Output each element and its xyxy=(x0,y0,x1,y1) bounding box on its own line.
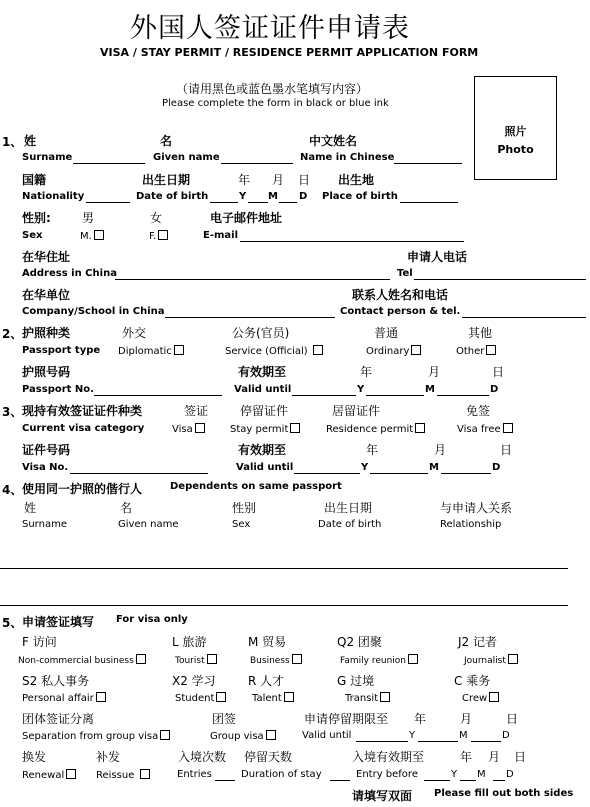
form-title-english: VISA / STAY PERMIT / RESIDENCE PERMIT APPLICATION FORM xyxy=(100,46,479,59)
dob-d: D xyxy=(299,191,308,202)
visa-only-title-cn: 申请签证填写 xyxy=(22,615,95,629)
dep-relation-cn: 与申请人关系 xyxy=(440,501,513,515)
residence-permit-box[interactable] xyxy=(415,423,425,433)
dependents-title-cn: 使用同一护照的偕行人 xyxy=(22,482,143,496)
diplomatic-box[interactable] xyxy=(174,345,184,355)
dob-month-field[interactable] xyxy=(248,202,268,203)
visa-d: D xyxy=(492,462,501,473)
visa-no-label: Visa No. xyxy=(22,462,69,473)
type-x2-checkbox[interactable] xyxy=(175,692,226,704)
type-q2-checkbox[interactable] xyxy=(340,654,418,666)
contact-label: Contact person & tel. xyxy=(340,306,461,317)
female-box[interactable] xyxy=(158,230,168,240)
residence-permit-cn: 居留证件 xyxy=(332,404,381,418)
entry-day-field[interactable] xyxy=(493,780,505,781)
passport-y: Y xyxy=(357,384,365,395)
given-name-label: Given name xyxy=(153,152,220,163)
entry-year-cn: 年 xyxy=(460,750,473,764)
address-field[interactable] xyxy=(115,279,390,280)
type-j2-label: Journalist xyxy=(464,656,506,666)
passport-d: D xyxy=(490,384,499,395)
form-title-chinese: 外国人签证证件申请表 xyxy=(130,13,410,44)
stay-month-field[interactable] xyxy=(418,741,458,742)
phone-cn: 申请人电话 xyxy=(407,250,468,264)
stay-d: D xyxy=(502,730,510,741)
type-c-cn: C 乘务 xyxy=(454,674,491,688)
passport-valid-day-field[interactable] xyxy=(437,395,489,396)
type-c-box[interactable] xyxy=(489,692,499,702)
contact-cn: 联系人姓名和电话 xyxy=(352,288,449,302)
type-x2-box[interactable] xyxy=(216,692,226,702)
diplomatic-label: Diplomatic xyxy=(118,346,172,357)
sex-cn: 性别: xyxy=(22,211,51,225)
type-x2-label: Student xyxy=(175,693,215,704)
type-s2-cn: S2 私人事务 xyxy=(22,674,90,688)
stay-year-cn: 年 xyxy=(414,712,427,726)
type-f-checkbox[interactable] xyxy=(18,654,146,666)
ordinary-label: Ordinary xyxy=(366,346,410,357)
group-separation-cn: 团体签证分离 xyxy=(22,712,95,726)
visa-valid-year-field[interactable] xyxy=(294,473,360,474)
visa-free-cn: 免签 xyxy=(466,404,491,418)
visa-box[interactable] xyxy=(195,423,205,433)
diplomatic-checkbox[interactable] xyxy=(118,345,184,357)
type-m-label: Business xyxy=(250,656,290,666)
visa-day-cn: 日 xyxy=(500,443,513,457)
passport-year-cn: 年 xyxy=(360,365,373,379)
chinese-name-field[interactable] xyxy=(394,163,462,164)
dob-year-cn: 年 xyxy=(238,173,251,187)
visa-category-cn: 现持有效签证证件种类 xyxy=(22,404,143,418)
dob-year-field[interactable] xyxy=(210,202,238,203)
passport-type-label: Passport type xyxy=(22,345,101,356)
visa-free-box[interactable] xyxy=(503,423,513,433)
photo-box[interactable] xyxy=(474,76,557,180)
visa-category-label: Current visa category xyxy=(22,423,145,434)
official-checkbox[interactable] xyxy=(225,345,323,357)
entries-label: Entries xyxy=(177,769,212,780)
male-cn: 男 xyxy=(82,211,95,225)
chinese-name-label: Name in Chinese xyxy=(300,152,395,163)
dep-dob-label: Date of birth xyxy=(318,519,382,530)
dep-dob-cn: 出生日期 xyxy=(324,501,373,515)
type-g-label: Transit xyxy=(345,693,379,704)
dependent-row-line-1[interactable] xyxy=(0,568,568,569)
dob-cn: 出生日期 xyxy=(142,173,191,187)
entry-d: D xyxy=(506,769,514,780)
dep-given-cn: 名 xyxy=(120,501,133,515)
surname-cn: 姓 xyxy=(24,134,37,148)
visa-label: Visa xyxy=(172,424,193,435)
nationality-label: Nationality xyxy=(22,191,85,202)
stay-day-cn: 日 xyxy=(506,712,519,726)
other-checkbox[interactable] xyxy=(456,345,496,357)
passport-month-cn: 月 xyxy=(428,365,441,379)
type-l-checkbox[interactable] xyxy=(175,654,217,666)
dependents-title-en: Dependents on same passport xyxy=(170,481,342,492)
passport-day-cn: 日 xyxy=(492,365,505,379)
dep-given-label: Given name xyxy=(118,519,179,530)
stay-valid-label: Valid until xyxy=(302,730,352,741)
address-label: Address in China xyxy=(22,268,117,279)
visa-valid-cn: 有效期至 xyxy=(238,443,287,457)
visa-free-checkbox[interactable] xyxy=(457,423,513,435)
type-m-box[interactable] xyxy=(292,654,302,664)
passport-valid-year-field[interactable] xyxy=(292,395,356,396)
visa-valid-month-field[interactable] xyxy=(370,473,428,474)
female-label: F. xyxy=(149,231,157,242)
dep-sex-cn: 性别 xyxy=(232,501,257,515)
dob-y: Y xyxy=(239,191,247,202)
stay-permit-label: Stay permit xyxy=(230,424,289,435)
visa-cn: 签证 xyxy=(184,404,209,418)
duration-cn: 停留天数 xyxy=(244,750,293,764)
tel-label: Tel xyxy=(397,268,413,279)
passport-no-cn: 护照号码 xyxy=(22,365,71,379)
type-j2-box[interactable] xyxy=(508,654,518,664)
sex-female-checkbox[interactable] xyxy=(149,230,168,242)
visa-no-cn: 证件号码 xyxy=(22,443,71,457)
visa-checkbox[interactable] xyxy=(172,423,205,435)
reissue-cn: 补发 xyxy=(96,750,121,764)
ink-note-english: Please complete the form in black or blue ink xyxy=(162,98,389,109)
stay-m: M xyxy=(459,730,468,741)
contact-field[interactable] xyxy=(462,317,586,318)
residence-permit-label: Residence permit xyxy=(326,424,414,435)
dob-day-field[interactable] xyxy=(279,202,297,203)
dob-m: M xyxy=(268,191,278,202)
type-f-box[interactable] xyxy=(136,654,146,664)
diplomatic-cn: 外交 xyxy=(122,326,147,340)
official-cn: 公务(官员) xyxy=(232,326,290,340)
other-box[interactable] xyxy=(486,345,496,355)
stay-month-cn: 月 xyxy=(460,712,473,726)
duration-label: Duration of stay xyxy=(241,769,322,780)
entry-day-cn: 日 xyxy=(514,750,527,764)
ink-note-chinese: （请用黑色或蓝色墨水笔填写内容） xyxy=(176,82,369,96)
type-c-label: Crew xyxy=(462,693,488,704)
type-r-label: Talent xyxy=(252,693,282,704)
type-s2-box[interactable] xyxy=(96,692,106,702)
visa-no-field[interactable] xyxy=(70,473,208,474)
type-r-box[interactable] xyxy=(284,692,294,702)
renewal-cn: 换发 xyxy=(22,750,47,764)
group-separation-label: Separation from group visa xyxy=(22,731,159,742)
visa-only-title-en: For visa only xyxy=(116,614,188,625)
type-l-box[interactable] xyxy=(207,654,217,664)
section-1-number: 1、 xyxy=(2,135,23,149)
dob-month-cn: 月 xyxy=(272,173,285,187)
type-g-box[interactable] xyxy=(380,692,390,702)
male-box[interactable] xyxy=(94,230,104,240)
type-l-cn: L 旅游 xyxy=(172,635,207,649)
official-box[interactable] xyxy=(313,345,323,355)
type-c-checkbox[interactable] xyxy=(462,692,499,704)
entry-before-cn: 入境有效期至 xyxy=(352,750,425,764)
visa-m: M xyxy=(429,462,439,473)
other-label: Other xyxy=(456,346,485,357)
entry-before-label: Entry before xyxy=(356,769,418,780)
type-x2-cn: X2 学习 xyxy=(172,674,216,688)
sex-male-checkbox[interactable] xyxy=(80,230,104,242)
photo-label-chinese: 照片 xyxy=(504,125,527,138)
male-label: M. xyxy=(80,231,92,242)
pob-cn: 出生地 xyxy=(338,173,375,187)
footer-note-en: Please fill out both sides xyxy=(434,788,574,799)
company-field[interactable] xyxy=(165,317,335,318)
nationality-cn: 国籍 xyxy=(22,173,47,187)
type-r-cn: R 人才 xyxy=(248,674,285,688)
address-cn: 在华住址 xyxy=(22,250,71,264)
entries-field[interactable] xyxy=(215,780,235,781)
sex-label: Sex xyxy=(22,230,43,241)
company-cn: 在华单位 xyxy=(22,288,71,302)
stay-until-cn: 申请停留期限至 xyxy=(304,712,389,726)
section-3-number: 3、 xyxy=(2,405,23,419)
residence-permit-checkbox[interactable] xyxy=(326,423,425,435)
other-cn: 其他 xyxy=(468,326,493,340)
group-separation-box[interactable] xyxy=(160,730,170,740)
entry-month-cn: 月 xyxy=(488,750,501,764)
type-q2-box[interactable] xyxy=(408,654,418,664)
group-visa-box[interactable] xyxy=(266,730,276,740)
photo-label-english: Photo xyxy=(497,143,534,156)
passport-no-field[interactable] xyxy=(94,395,222,396)
dependent-row-line-2[interactable] xyxy=(0,605,568,606)
entry-month-field[interactable] xyxy=(460,780,476,781)
email-field[interactable] xyxy=(240,241,464,242)
entry-year-field[interactable] xyxy=(424,780,450,781)
type-s2-checkbox[interactable] xyxy=(22,692,106,704)
passport-type-cn: 护照种类 xyxy=(22,326,71,340)
visa-free-label: Visa free xyxy=(457,424,501,435)
pob-label: Place of birth xyxy=(322,191,398,202)
surname-label: Surname xyxy=(22,152,73,163)
female-cn: 女 xyxy=(150,211,163,225)
duration-field[interactable] xyxy=(330,780,350,781)
dob-label: Date of birth xyxy=(136,191,209,202)
visa-month-cn: 月 xyxy=(434,443,447,457)
passport-valid-label: Valid until xyxy=(234,384,292,395)
entry-y: Y xyxy=(451,769,458,780)
visa-valid-day-field[interactable] xyxy=(441,473,491,474)
type-l-label: Tourist xyxy=(175,656,205,666)
type-m-cn: M 贸易 xyxy=(248,635,287,649)
official-label: Service (Official) xyxy=(225,346,308,357)
visa-y: Y xyxy=(361,462,369,473)
renewal-checkbox[interactable] xyxy=(22,769,76,781)
company-label: Company/School in China xyxy=(22,306,165,317)
dep-surname-label: Surname xyxy=(22,519,67,530)
dob-day-cn: 日 xyxy=(298,173,311,187)
stay-day-field[interactable] xyxy=(471,741,501,742)
dep-relation-label: Relationship xyxy=(440,519,502,530)
type-s2-label: Personal affair xyxy=(22,693,94,704)
type-q2-cn: Q2 团聚 xyxy=(337,635,382,649)
renewal-box[interactable] xyxy=(66,769,76,779)
section-5-number: 5、 xyxy=(2,616,23,630)
stay-year-field[interactable] xyxy=(356,741,408,742)
ordinary-box[interactable] xyxy=(411,345,421,355)
stay-permit-checkbox[interactable] xyxy=(230,423,300,435)
type-q2-label: Family reunion xyxy=(340,656,406,666)
nationality-field[interactable] xyxy=(86,202,130,203)
passport-valid-cn: 有效期至 xyxy=(238,365,287,379)
group-visa-checkbox[interactable] xyxy=(210,730,276,742)
pob-field[interactable] xyxy=(400,202,458,203)
dep-sex-label: Sex xyxy=(232,519,251,530)
given-name-field[interactable] xyxy=(221,163,293,164)
group-visa-cn: 团签 xyxy=(212,712,237,726)
renewal-label: Renewal xyxy=(22,770,65,781)
stay-permit-box[interactable] xyxy=(290,423,300,433)
group-visa-label: Group visa xyxy=(210,731,264,742)
email-cn: 电子邮件地址 xyxy=(210,211,283,225)
passport-valid-month-field[interactable] xyxy=(366,395,424,396)
ordinary-cn: 普通 xyxy=(374,326,399,340)
section-2-number: 2、 xyxy=(2,327,23,341)
reissue-box[interactable] xyxy=(140,769,150,779)
type-j2-checkbox[interactable] xyxy=(464,654,518,666)
reissue-checkbox[interactable] xyxy=(96,769,150,781)
footer-note-cn: 请填写双面 xyxy=(352,789,413,803)
dep-surname-cn: 姓 xyxy=(24,501,37,515)
ordinary-checkbox[interactable] xyxy=(366,345,421,357)
section-4-number: 4、 xyxy=(2,483,23,497)
visa-valid-label: Valid until xyxy=(236,462,294,473)
visa-year-cn: 年 xyxy=(366,443,379,457)
type-j2-cn: J2 记者 xyxy=(458,635,497,649)
given-name-cn: 名 xyxy=(160,134,173,148)
stay-y: Y xyxy=(409,730,416,741)
type-f-label: Non-commercial business xyxy=(18,656,134,666)
type-f-cn: F 访问 xyxy=(22,635,57,649)
entries-cn: 入境次数 xyxy=(178,750,227,764)
group-separation-checkbox[interactable] xyxy=(22,730,170,742)
type-g-cn: G 过境 xyxy=(337,674,375,688)
stay-permit-cn: 停留证件 xyxy=(240,404,289,418)
tel-field[interactable] xyxy=(414,279,586,280)
chinese-name-cn: 中文姓名 xyxy=(309,134,358,148)
passport-m: M xyxy=(425,384,435,395)
reissue-label: Reissue xyxy=(96,770,135,781)
type-g-checkbox[interactable] xyxy=(345,692,390,704)
type-r-checkbox[interactable] xyxy=(252,692,294,704)
type-m-checkbox[interactable] xyxy=(250,654,302,666)
email-label: E-mail xyxy=(203,230,239,241)
entry-m: M xyxy=(477,769,486,780)
surname-field[interactable] xyxy=(73,163,145,164)
passport-no-label: Passport No. xyxy=(22,384,94,395)
